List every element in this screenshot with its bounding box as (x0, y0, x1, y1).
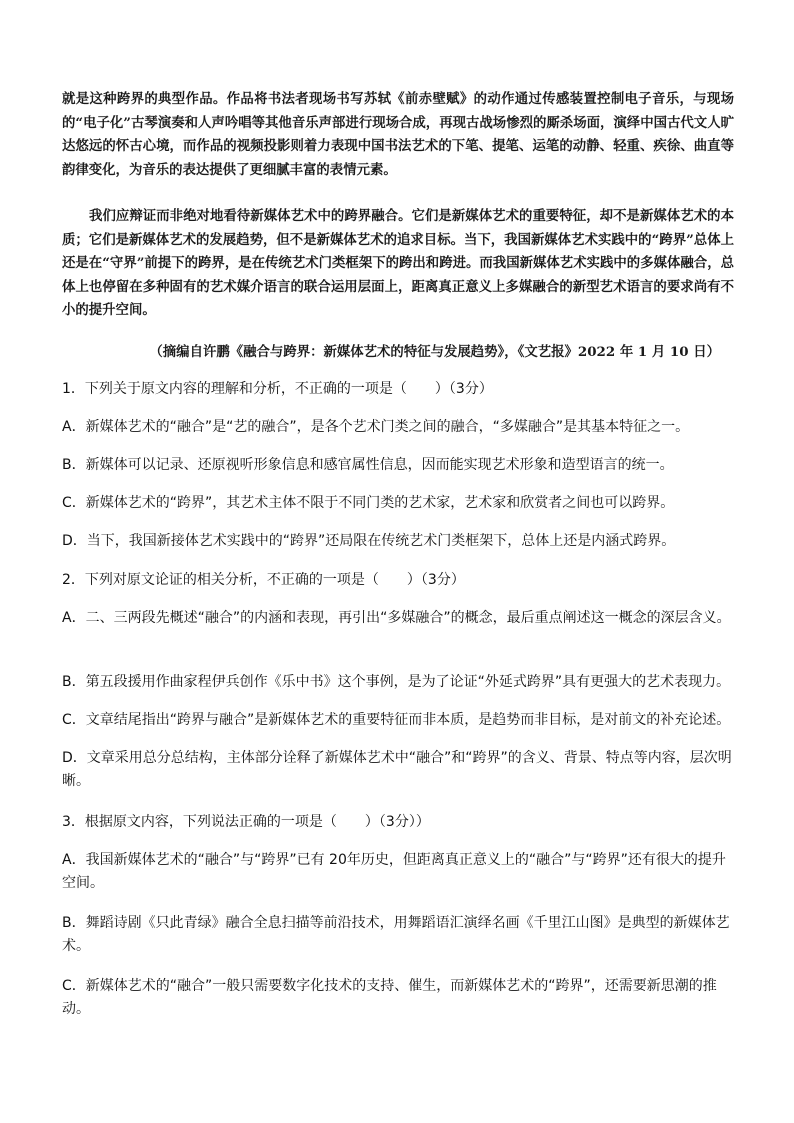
question-3-option-c: C．新媒体艺术的“融合”一般只需要数字化技术的支持、催生，而新媒体艺术的“跨界”，还需要新思潮的推动。 (62, 978, 717, 1017)
question-3-option-b: B．舞蹈诗剧《只此青绿》融合全息扫描等前沿技术，用舞蹈语汇演绎名画《千里江山图》是典型的新媒体艺术。 (62, 915, 730, 954)
question-1-option-a: A．新媒体艺术的“融合”是“艺的融合”，是各个艺术门类之间的融合，“多媒融合”是其基本特征之一。 (62, 419, 690, 435)
question-1-stem: 1．下列关于原文内容的理解和分析，不正确的一项是（ ）（3分） (62, 381, 493, 397)
question-1-option-b: B．新媒体可以记录、还原视听形象信息和感官属性信息，因而能实现艺术形象和造型语言的统一。 (62, 457, 674, 473)
question-2-option-c: C．文章结尾指出“跨界与融合”是新媒体艺术的重要特征而非本质，是趋势而非目标，是对前文的补充论述。 (62, 712, 731, 728)
passage-paragraph-1: 就是这种跨界的典型作品。作品将书法者现场书写苏轼《前赤壁赋》的动作通过传感装置控制电子音乐，与现场的“电子化”古琴演奏和人声吟唱等其他音乐声部进行现场合成，再现古战场惨烈的厮杀场面，演绎中国古代文人旷达悠远的怀古心境，而作品的视频投影则着力表现中国书法艺术的下笔、提笔、运笔的动静、轻重、疾徐、曲直等韵律变化，为音乐的表达提供了更细腻丰富的表情元素。 (62, 91, 734, 178)
passage-paragraph-2: 我们应辩证而非绝对地看待新媒体艺术中的跨界融合。它们是新媒体艺术的重要特征，却不是新媒体艺术的本质；它们是新媒体艺术的发展趋势，但不是新媒体艺术的追求目标。当下，我国新媒体艺术实践中的“跨界”总体上还是在“守界”前提下的跨界，是在传统艺术门类框架下的跨出和跨进。而我国新媒体艺术实践中的多媒体融合，总体上也停留在多种固有的艺术媒介语言的联合运用层面上，距离真正意义上多媒融合的新型艺术语言的要求尚有不小的提升空间。 (62, 208, 734, 318)
question-3-option-a: A．我国新媒体艺术的“融合”与“跨界”已有 20年历史，但距离真正意义上的“融合”与“跨界”还有很大的提升空间。 (62, 852, 726, 891)
question-1-option-c: C．新媒体艺术的“跨界”，其艺术主体不限于不同门类的艺术家，艺术家和欣赏者之间也可以跨界。 (62, 495, 675, 511)
question-2-stem: 2．下列对原文论证的相关分析，不正确的一项是（ ）（3分） (62, 572, 465, 588)
passage-source-citation: （摘编自许鹏《融合与跨界：新媒体艺术的特征与发展趋势》，《文艺报》2022 年 1 月 10 日） (149, 344, 720, 360)
question-1-option-d: D．当下，我国新接体艺术实践中的“跨界”还局限在传统艺术门类框架下，总体上还是内涵式跨界。 (62, 533, 676, 549)
question-2-option-b: B．第五段援用作曲家程伊兵创作《乐中书》这个事例，是为了论证“外延式跨界”具有更强大的艺术表现力。 (62, 674, 731, 690)
question-2-option-a: A．二、三两段先概述“融合”的内涵和表现，再引出“多媒融合”的概念，最后重点阐述这一概念的深层含义。 (62, 610, 731, 626)
question-3-stem: 3．根据原文内容，下列说法正确的一项是（ ）（3分）） (62, 814, 430, 830)
question-2-option-d: D．文章采用总分总结构，主体部分诠释了新媒体艺术中“融合”和“跨界”的含义、背景、特点等内容，层次明晰。 (62, 750, 732, 789)
